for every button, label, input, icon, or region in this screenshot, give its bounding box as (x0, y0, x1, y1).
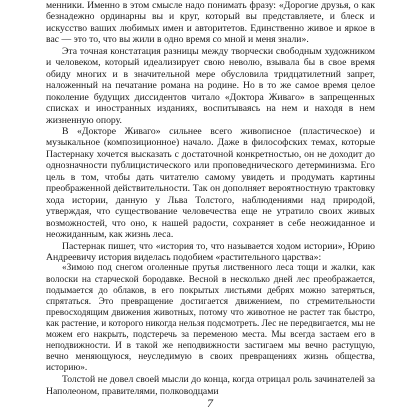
paragraph-6: Толстой не довел своей мысли до конца, когда отрицал роль зачинателей за Наполеоном, правителями, полководцами (46, 374, 375, 397)
paragraph-4: Пастернак пишет, что «история то, что называется ходом истории», Юрию Андреевичу история виделась подобием «растительного царства»: (46, 240, 375, 263)
page-number: 7 (207, 396, 213, 410)
paragraph-2: Эта точная констатация разницы между творчески свободным художником и человеком, который идеализирует свою неволю, взывала бы в свое время обиду многих и в значительной мере обусловила тридцатилетний запрет, наложенный на печатание романа на родине. Но в то же самое время целое поколение будущих диссидентов читало «Доктора Живаго» в запрещенных списках и иностранных изданиях, воспитываясь на нем и находя в нем жизненную опору. (46, 45, 375, 126)
body-text (46, 0, 375, 397)
paragraph-1: менники. Именно в этом смысле надо понимать фразу: «Дорогие друзья, о как безнадежно ординарны вы и круг, который вы представляете, и блеск и искусство ваших любимых имен и авторитетов. Единственно живое и яркое в вас — это то, что вы жили в одно время со мной и меня знали». (46, 0, 375, 46)
quote-block: «Зимою под снегом оголенные прутья лиственного леса тощи и жалки, как волоски на старческой бородавке. Весной в несколько дней лес преображается, подымается до облаков, в его покрытых листьями дебрях можно затеряться, спрятаться. Это превращение достигается движением, по стремительности превосходящим движения животных, потому что животное не растет так быстро, как растение, и которого никогда нельзя подсмотреть. Лес не передвигается, мы не можем его накрыть, подстеречь за переменою места. Мы всегда застаем его в неподвижности. И в такой же неподвижности застигаем мы вечно растущую, вечно меняющуюся, неуследимую в своих превращениях жизнь общества, историю». (46, 263, 375, 374)
paragraph-3: В «Докторе Живаго» сильнее всего живописное (пластическое) и музыкальное (композиционное) начало. Даже в философских темах, которые Пастернаку хочется высказать с достаточной конкретностью, он не доходит до однозначности публицистического или проповеднического детерминизма. Его цель в том, чтобы дать читателю самому увидеть и продумать картины преображенной действительности. Так он дополняет вероятностную трактовку хода истории, данную у Льва Толстого, наблюдениями над природой, утверждая, что существование человечества еще не утратило своих живых возможностей, что оно, к нашей радости, сохраняет в себе неожиданное и неожиданным, как жизнь леса. (46, 125, 375, 241)
